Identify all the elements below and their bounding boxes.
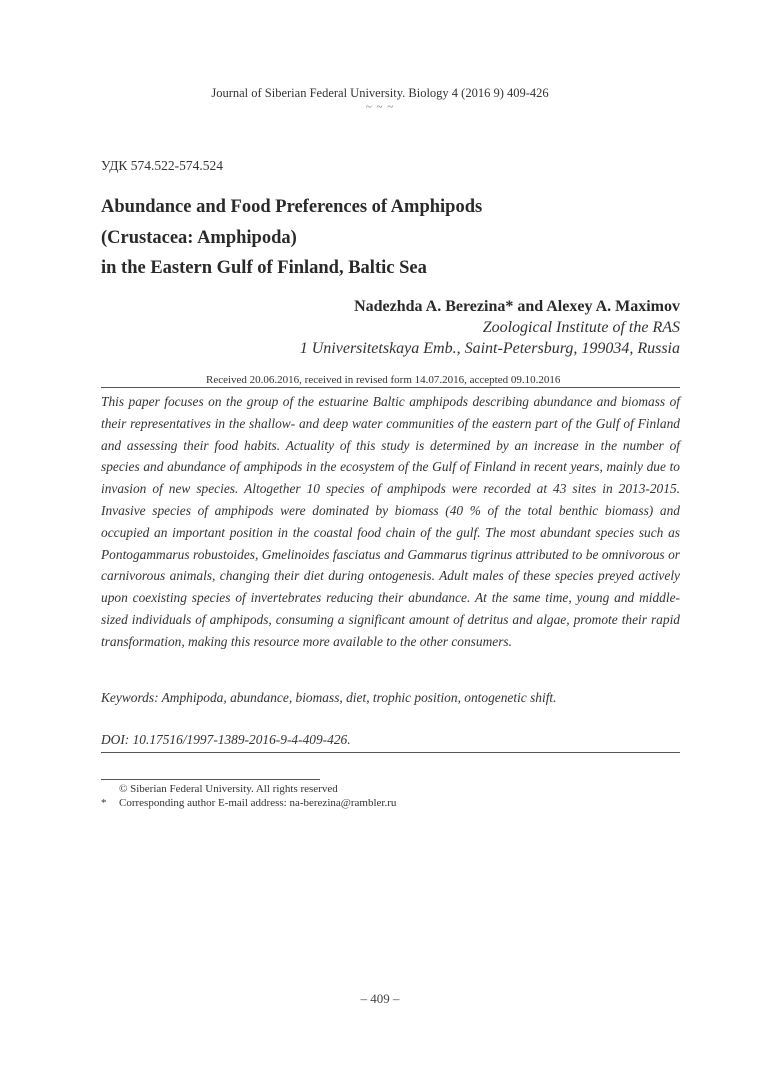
affiliation-address: 1 Universitetskaya Emb., Saint-Petersburg, 199034, Russia (299, 340, 680, 357)
abstract: This paper focuses on the group of the estuarine Baltic amphipods describing abundance and biomass of their representatives in the shallow- and deep water communities of the eastern part of the Gulf of Finland and assessing their food habits. Actuality of this study is determined by an increase in the number of species and abundance of amphipods in the ecosystem of the Gulf of Finland in recent years, mainly due to invasion of new species. Altogether 10 species of amphipods were recorded at 43 sites in 2013-2015. Invasive species of amphipods were dominated by biomass (40 % of the total benthic biomass) and occupied an important position in the coastal food chain of the gulf. The most abundant species such as Pontogammarus robustoides, Gmelinoides fasciatus and Gammarus tigrinus attributed to be omnivorous or carnivorous animals, changing their diet during ontogenesis. Adult males of these species preyed actively upon coexisting species of invertebrates reducing their abundance. At the same time, young and middle-sized individuals of amphipods, consuming a significant amount of detritus and algae, promote their rapid transformation, making this resource more available to the other consumers. (101, 394, 680, 649)
authors: Nadezhda A. Berezina* and Alexey A. Maximov (354, 298, 680, 315)
affiliation-institute: Zoological Institute of the RAS (482, 319, 680, 336)
title-line-2: (Crustacea: Amphipoda) (101, 228, 297, 248)
title-line-3: in the Eastern Gulf of Finland, Baltic Sea (101, 258, 427, 278)
footnote-corresponding-text: Corresponding author E-mail address: na-berezina@rambler.ru (119, 797, 397, 809)
doi: DOI: 10.17516/1997-1389-2016-9-4-409-426. (101, 732, 351, 747)
footnote-copyright: © Siberian Federal University. All rights reserved (119, 783, 338, 795)
title-line-1: Abundance and Food Preferences of Amphipods (101, 197, 483, 217)
divider-top (101, 387, 680, 388)
header-ornament: ~ ~ ~ (365, 101, 395, 113)
divider-bottom (101, 752, 680, 753)
received-dates: Received 20.06.2016, received in revised form 14.07.2016, accepted 09.10.2016 (206, 374, 561, 386)
journal-header: Journal of Siberian Federal University. Biology 4 (2016 9) 409-426 (211, 86, 549, 100)
footnote-star: * (101, 797, 107, 809)
footnote-rule (101, 779, 320, 780)
keywords: Keywords: Amphipoda, abundance, biomass, diet, trophic position, ontogenetic shift. (101, 690, 557, 705)
page-number: – 409 – (360, 991, 400, 1006)
footnote-corresponding (101, 797, 396, 809)
udk-code: УДК 574.522-574.524 (101, 158, 224, 173)
